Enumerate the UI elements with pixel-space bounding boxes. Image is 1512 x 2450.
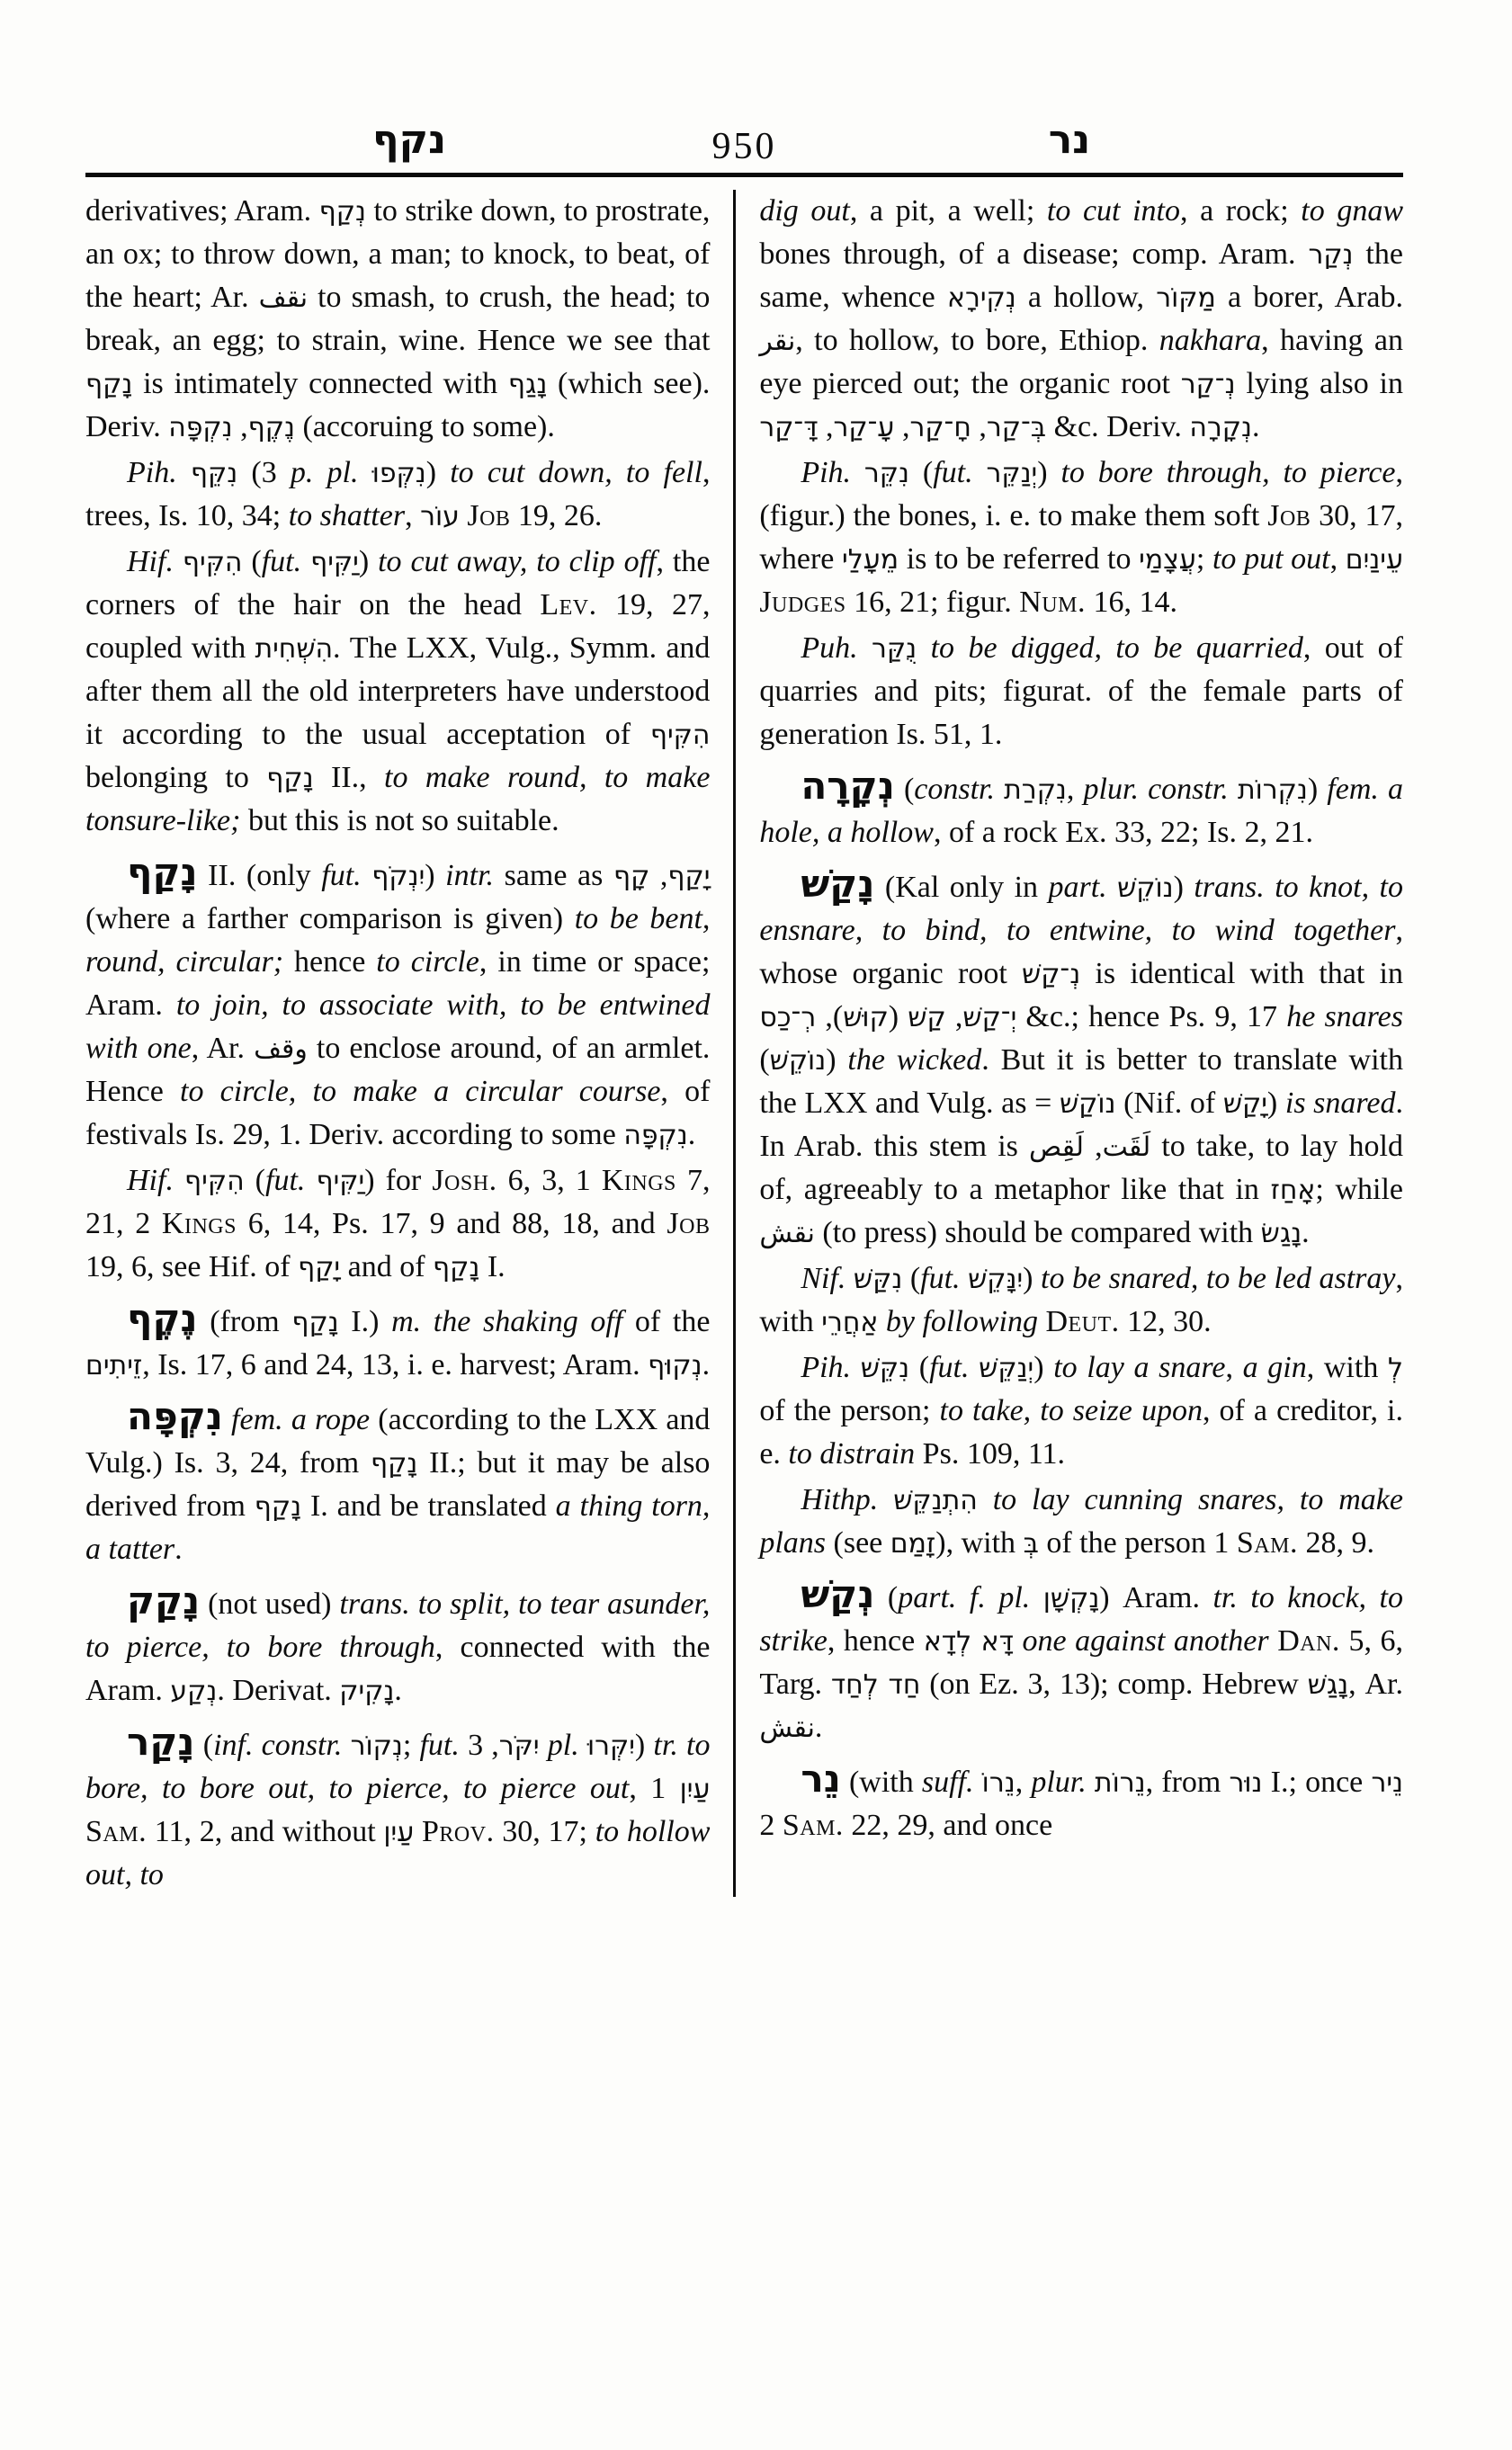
entry-paragraph: נָקַף II. (only fut. יִנְקֹף) intr. same as יָקַף, קָף (where a farther comparison is given) to be bent, round, circular; hence to circle, in time or space; Aram. to join, to associate with, to be entwined with one, Ar. وقف to enclose around, of an armlet. Hence to circle, to make a circular course, of festivals Is. 29, 1. Deriv. according to some נִקְפָּה.: [85, 850, 711, 1151]
column-left: [85, 190, 733, 1897]
dictionary-paragraph: derivatives; Aram. נְקַף to strike down, to prostrate, an ox; to throw down, a man; to knock, to beat, of the heart; Ar. نقف to smash, to crush, the head; to break, an egg; to strain, wine. Hence we see that נָקַף is intimately connected with נָגַף (which see). Deriv. נֶקֶף, נִקְפָּה (accoruing to some).: [85, 194, 711, 443]
entry-paragraph: נָקַשׁ (Kal only in part. נוֹקֵשׁ) trans. to knot, to ensnare, to bind, to entwine, to wind together, whose organic root נְ־קַשׁ is identical with that in יְ־קַשׁ, קַשׁ (קוּשׁ), רְ־כַס &c.; hence Ps. 9, 17 he snares (נוֹקֵשׁ) the wicked. But it is better to translate with the LXX and Vulg. as = נוֹקַשׁ (Nif. of יָקַשׁ) is snared. In Arab. this stem is لَقَت, لَقِص to take, to lay hold of, agreeably to a metaphor like that in אָחַז; while نقش (to press) should be compared with נָגַשׂ.: [759, 862, 1403, 1249]
dictionary-paragraph: Pih. נִקֵּשׁ (fut. יְנַקֵּשׁ) to lay a snare, a gin, with לְ of the person; to take, to seize upon, of a creditor, i. e. to distrain Ps. 109, 11.: [759, 1351, 1403, 1471]
entry-paragraph: נֵר (with suff. נֵרוֹ, plur. נֵרוֹת, from נוּר I.; once נֵיר 2 Sam. 22, 29, and once: [759, 1757, 1403, 1842]
entry-paragraph: נְקַשׁ (part. f. pl. נָקְשָׁן) Aram. tr. to knock, to strike, hence דָּא לְדָא one against another Dan. 5, 6, Targ. חַד לְחַד (on Ez. 3, 13); comp. Hebrew נָגַשׁ, Ar. نقش.: [759, 1572, 1404, 1744]
page-header: [85, 0, 1403, 173]
dictionary-paragraph: Hif. הִקִּיף (fut. יַקִּיף) to cut away, to clip off, the corners of the hair on the head Lev. 19, 27, coupled with הִשְׁחִית. The LXX, Vulg., Symm. and after them all the old interpreters have understood it according to the usual acceptation of הִקִּיף belonging to נָקַף II., to make round, to make tonsure-like; but this is not so suitable.: [85, 545, 711, 837]
entry-paragraph: נֶקֶף (from נָקַף I.) m. the shaking off of the זֵיתִים, Is. 17, 6 and 24, 13, i. e. harvest; Aram. נְקוּף.: [85, 1296, 711, 1381]
dictionary-paragraph: Hithp. הִתְנַקֵּשׁ to lay cunning snares, to make plans (see זָמַם), with בְּ of the person 1 Sam. 28, 9.: [759, 1483, 1403, 1560]
dictionary-paragraph: Puh. נֻקַּר to be digged, to be quarried, out of quarries and pits; figurat. of the female parts of generation Is. 51, 1.: [759, 631, 1403, 751]
text-columns: [85, 177, 1403, 1897]
dictionary-paragraph: dig out, a pit, a well; to cut into, a rock; to gnaw bones through, of a disease; comp. Aram. נְקַר the same, whence נְקִירָא a hollow, מַקּוֹר a borer, Arab. نقر, to hollow, to bore, Ethiop. nakhara, having an eye pierced out; the organic root נְ־קַר lying also in בְּ־קַר, חָ־קַר, עָ־קַר, דָּ־קַר &c. Deriv. נְקָרָה.: [759, 194, 1403, 443]
entry-paragraph: נִקְפָּה fem. a rope (according to the LXX and Vulg.) Is. 3, 24, from נָקַף II.; but it may be also derived from נָקַף I. and be translated a thing torn, a tatter.: [85, 1394, 711, 1566]
running-head-right-word: נר: [1048, 117, 1091, 163]
page-content: [85, 0, 1403, 1897]
column-right: [736, 190, 1403, 1897]
running-head-left-word: נקף: [371, 117, 447, 163]
dictionary-paragraph: Pih. נִקֵּר (fut. יְנַקֵּר) to bore through, to pierce, (figur.) the bones, i. e. to make them soft Job 30, 17, where מֵעָלַי is to be referred to עֲצָמַי; to put out, עֵינַיִם Judges 16, 21; figur. Num. 16, 14.: [759, 456, 1403, 619]
page-number: 950: [711, 126, 777, 167]
entry-paragraph: נְקָרָה (constr. נִקְרַת, plur. constr. נִקְרוֹת) fem. a hole, a hollow, of a rock Ex. 33, 22; Is. 2, 21.: [759, 764, 1404, 849]
dictionary-paragraph: Nif. נִקַּשׁ (fut. יִנָּקֵשׁ) to be snared, to be led astray, with אַחֲרֵי by following Deut. 12, 30.: [759, 1262, 1403, 1338]
dictionary-paragraph: Pih. נִקֵּף (3 p. pl. נִקְּפוּ) to cut down, to fell, trees, Is. 10, 34; to shatter, עוֹר Job 19, 26.: [85, 456, 711, 532]
dictionary-paragraph: Hif. הִקִּיף (fut. יַקִּיף) for Josh. 6, 3, 1 Kings 7, 21, 2 Kings 6, 14, Ps. 17, 9 and 88, 18, and Job 19, 6, see Hif. of יָקַף and of נָקַף I.: [85, 1164, 711, 1283]
entry-paragraph: נָקַק (not used) trans. to split, to tear asunder, to pierce, to bore through, connected with the Aram. נְקַע. Derivat. נָקִיק.: [85, 1578, 711, 1707]
entry-paragraph: נָקַר (inf. constr. נְקוֹר; fut. יִקֹּר, 3 pl. יִקְּרוּ) tr. to bore, to bore out, to pierce, to pierce out, עַיִן 1 Sam. 11, 2, and without עַיִן Prov. 30, 17; to hollow out, to: [85, 1720, 711, 1891]
